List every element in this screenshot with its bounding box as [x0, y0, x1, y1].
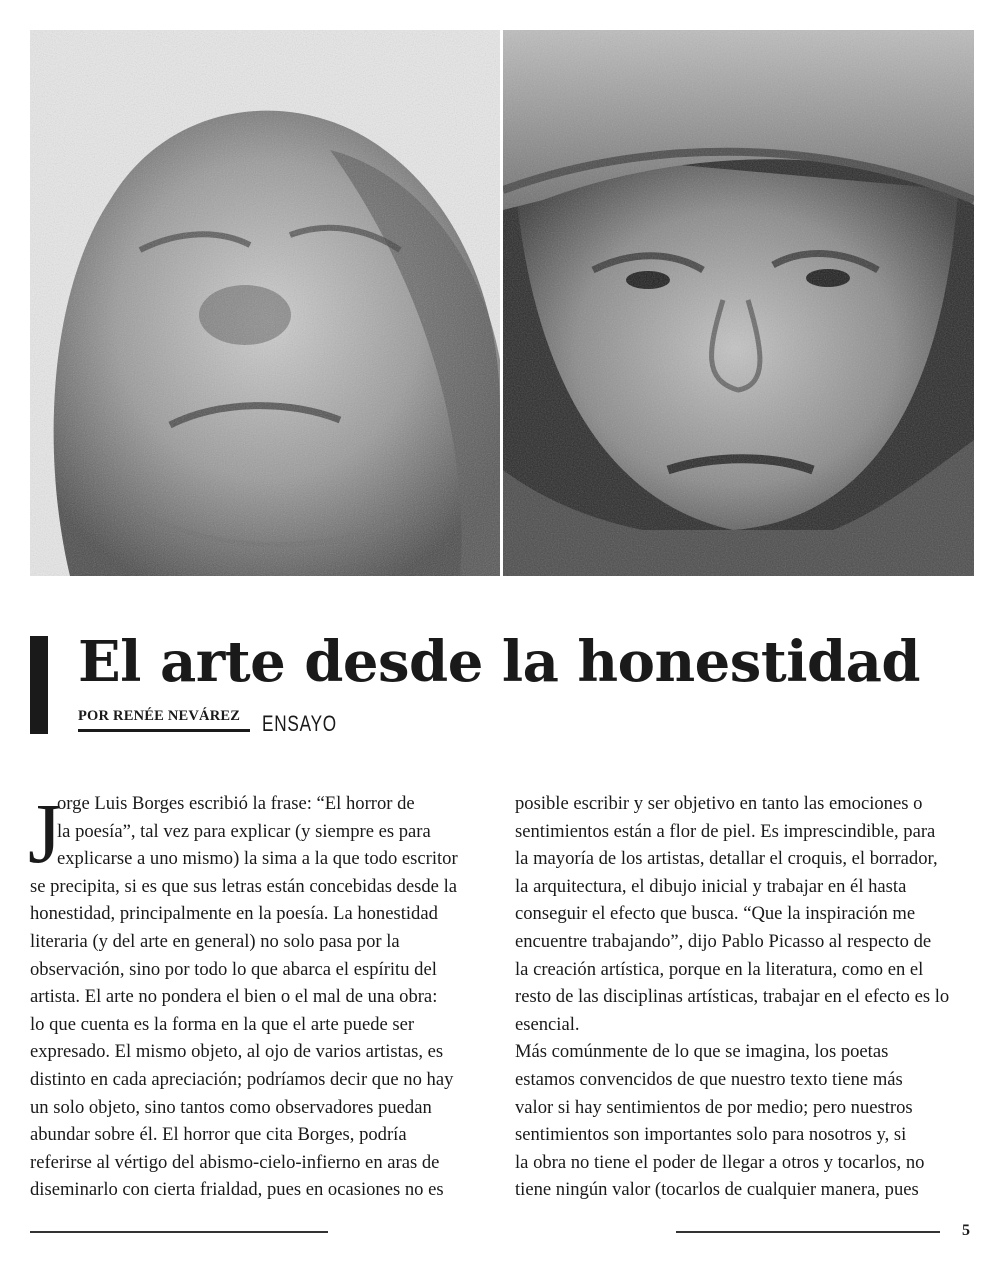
drop-cap: J: [28, 785, 62, 881]
footer-rule-right: [676, 1231, 940, 1233]
body-line: observación, sino por todo lo que abarca el espíritu del: [30, 958, 437, 980]
body-line: esencial.: [515, 1013, 580, 1035]
body-line: honestidad, principalmente en la poesía. La honestidad: [30, 903, 438, 925]
body-column-left: [28, 785, 480, 1204]
body-line: conseguir el efecto que busca. “Que la inspiración me: [515, 903, 916, 925]
portrait-photo-left: [30, 30, 500, 576]
body-line: la mayoría de los artistas, detallar el croquis, el borrador,: [515, 848, 938, 870]
body-line: orge Luis Borges escribió la frase: “El horror de: [57, 793, 415, 814]
article-title: El arte desde la honestidad: [78, 629, 921, 695]
page-number: 5: [962, 1222, 970, 1239]
body-line: valor si hay sentimientos de por medio; pero nuestros: [515, 1096, 913, 1118]
body-line: sentimientos son importantes solo para nosotros y, si: [515, 1124, 907, 1146]
body-line: sentimientos están a flor de piel. Es imprescindible, para: [515, 820, 936, 842]
body-line: artista. El arte no pondera el bien o el mal de una obra:: [30, 986, 438, 1008]
body-line: se precipita, si es que sus letras están concebidas desde la: [30, 875, 457, 897]
body-line: un solo objeto, sino tantos como observadores puedan: [30, 1096, 432, 1118]
body-line: resto de las disciplinas artísticas, trabajar en el efecto es lo: [515, 986, 950, 1008]
body-line: Más comúnmente de lo que se imagina, los poetas: [515, 1041, 889, 1063]
body-line: explicarse a uno mismo) la sima a la que todo escritor: [57, 848, 458, 870]
body-line: abundar sobre él. El horror que cita Borges, podría: [30, 1124, 407, 1146]
body-line: tiene ningún valor (tocarlos de cualquier manera, pues: [515, 1179, 919, 1201]
section-label: ENSAYO: [262, 711, 337, 736]
body-column-right: [515, 790, 975, 1204]
body-line: expresado. El mismo objeto, al ojo de varios artistas, es: [30, 1041, 444, 1063]
body-line: encuentre trabajando”, dijo Pablo Picasso al respecto de: [515, 930, 932, 952]
byline-underline: [78, 729, 250, 732]
body-line: diseminarlo con cierta frialdad, pues en ocasiones no es: [30, 1179, 444, 1201]
body-line: literaria (y del arte en general) no solo pasa por la: [30, 930, 400, 952]
body-line: la obra no tiene el poder de llegar a otros y tocarlos, no: [515, 1151, 925, 1173]
title-accent-bar: [30, 636, 48, 734]
body-line: referirse al vértigo del abismo-cielo-infierno en aras de: [30, 1151, 440, 1173]
body-line: la arquitectura, el dibujo inicial y trabajar en él hasta: [515, 875, 907, 897]
body-line: estamos convencidos de que nuestro texto tiene más: [515, 1068, 903, 1090]
author-byline: POR RENÉE NEVÁREZ: [78, 708, 241, 724]
footer-rule-left: [30, 1231, 328, 1233]
body-line: posible escribir y ser objetivo en tanto las emociones o: [515, 793, 923, 814]
portrait-photo-right: [503, 30, 974, 576]
body-line: la poesía”, tal vez para explicar (y siempre es para: [57, 820, 431, 842]
body-line: lo que cuenta es la forma en la que el arte puede ser: [30, 1013, 415, 1035]
body-line: la creación artística, porque en la literatura, como en el: [515, 958, 924, 980]
body-line: distinto en cada apreciación; podríamos decir que no hay: [30, 1068, 454, 1090]
